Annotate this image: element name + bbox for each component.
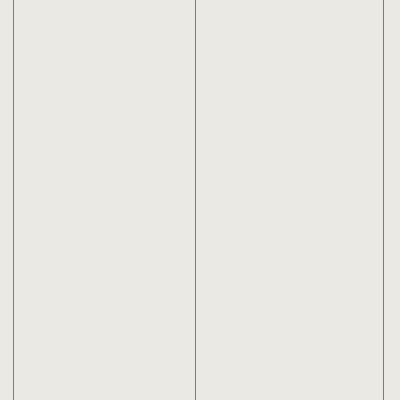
column-rule (383, 0, 384, 400)
column-rule (13, 0, 14, 400)
column-rule (195, 0, 196, 400)
